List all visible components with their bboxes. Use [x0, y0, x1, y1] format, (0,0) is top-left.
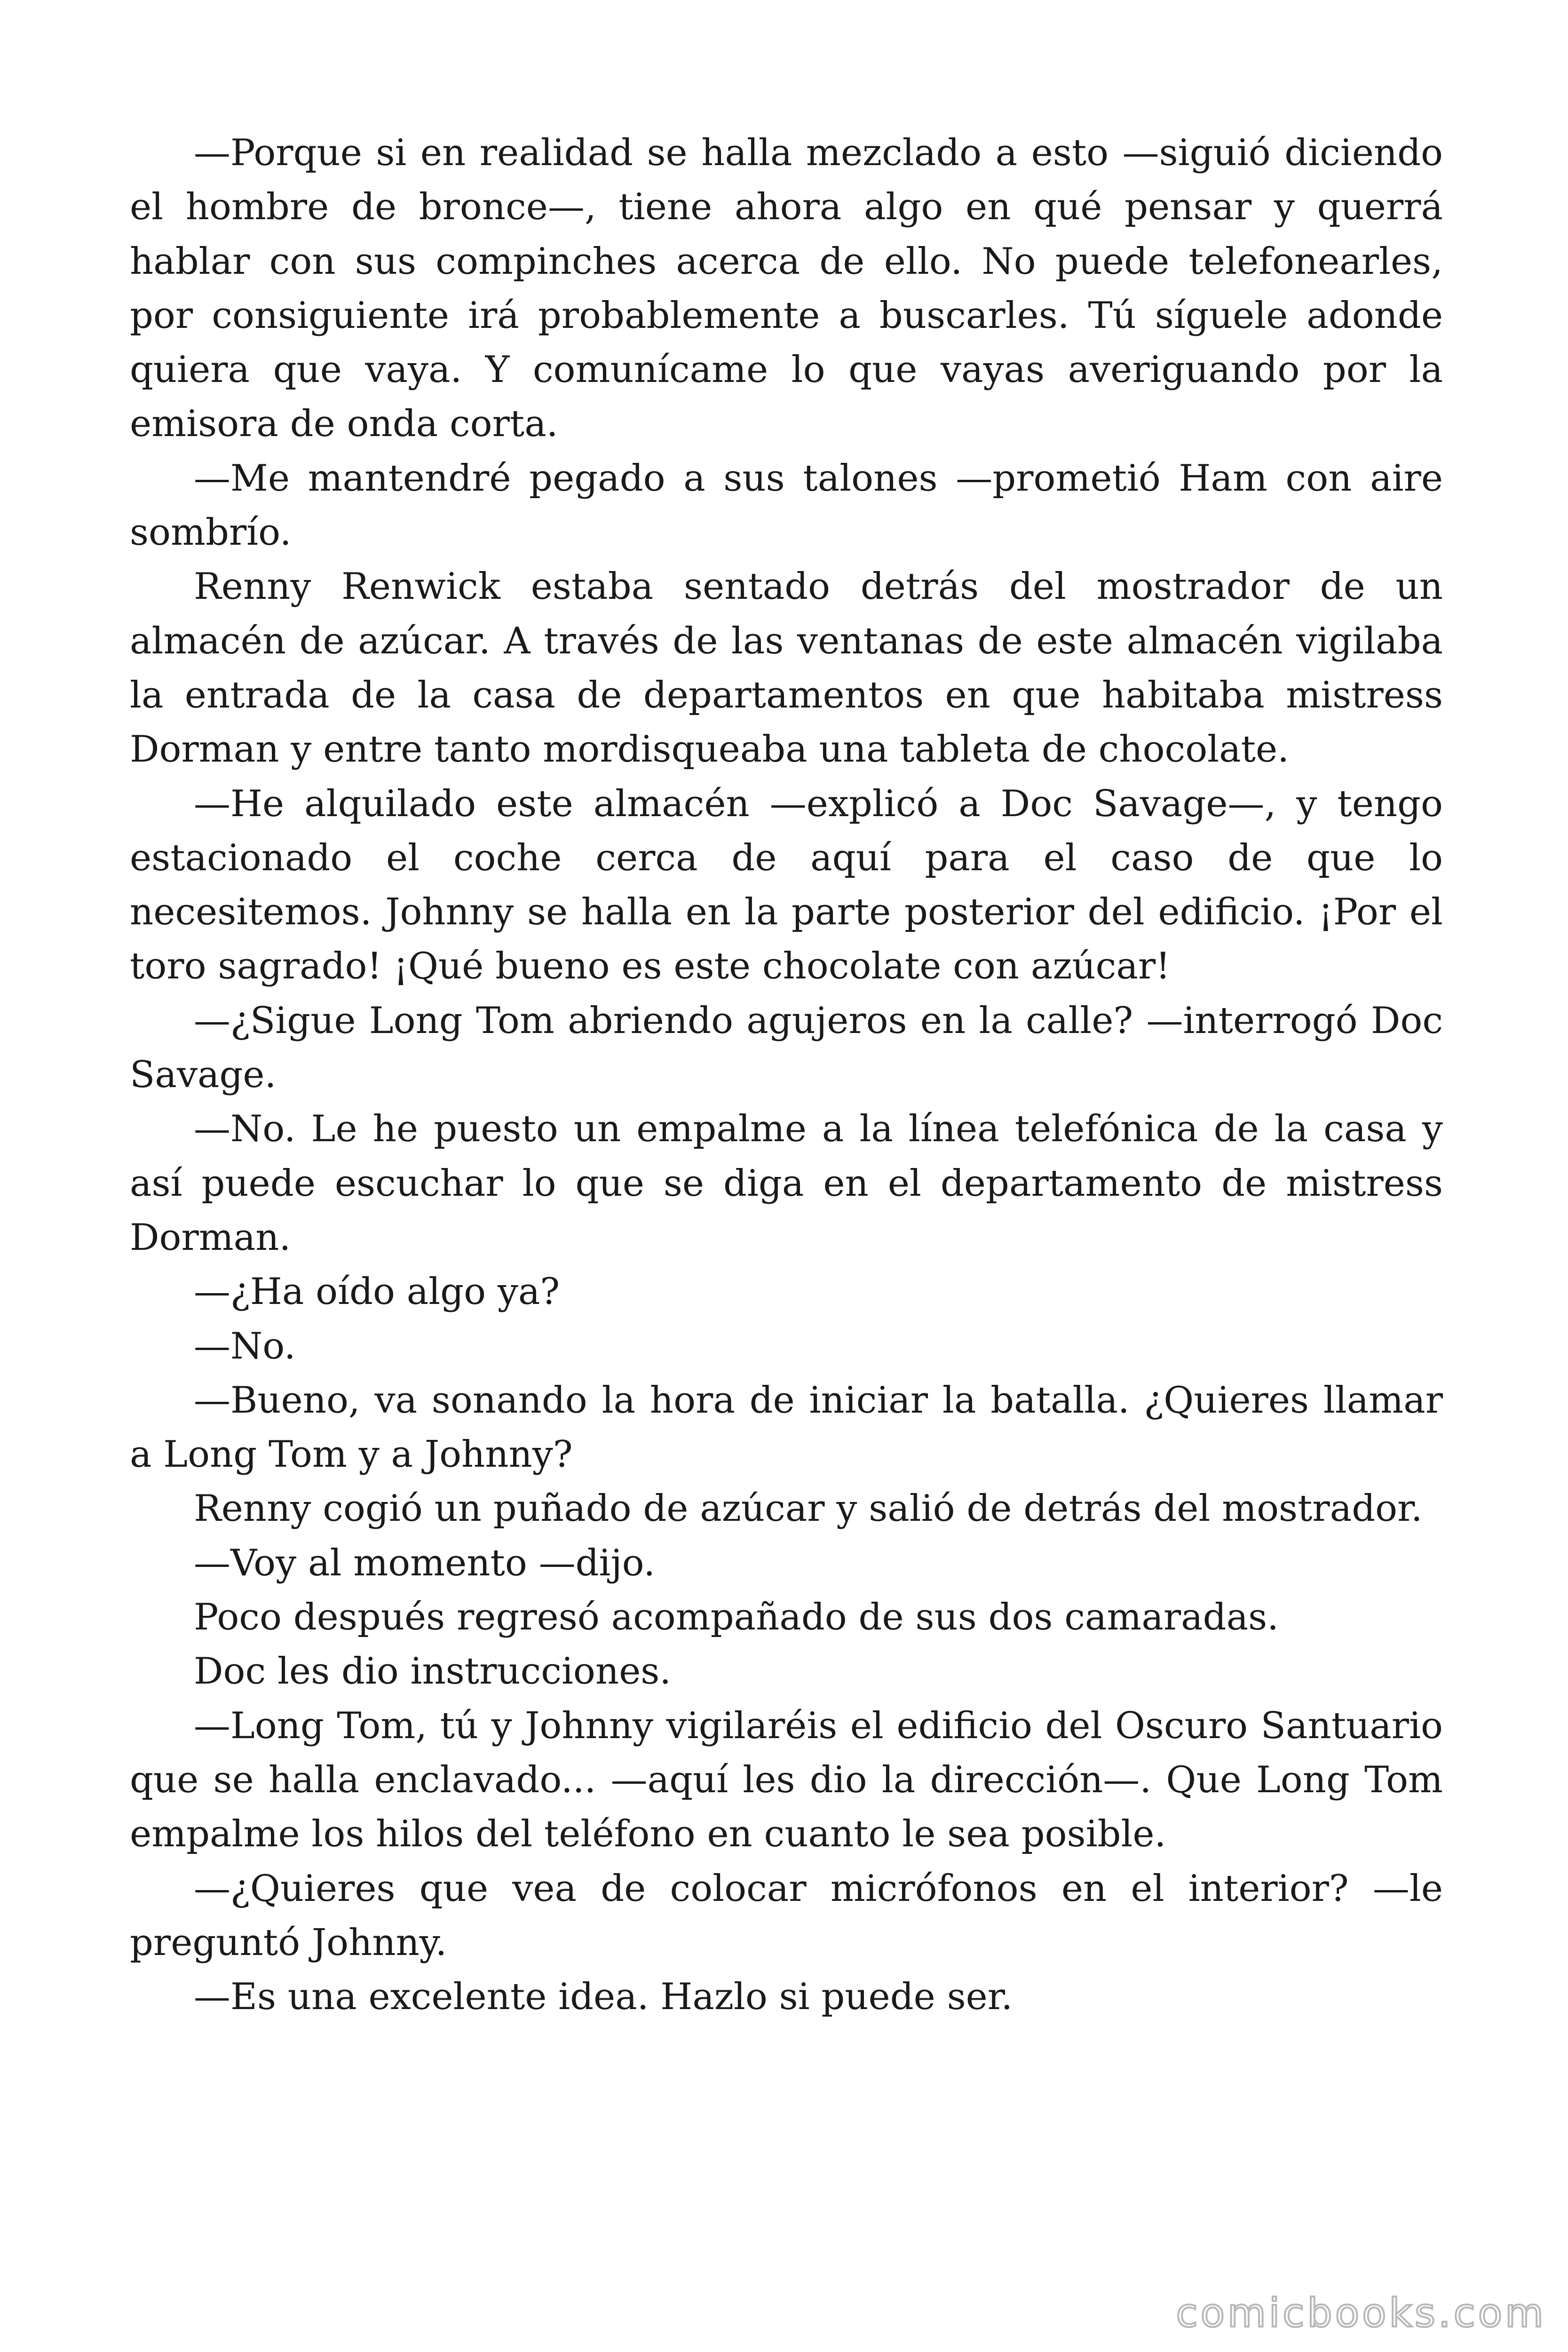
paragraph-11: —Voy al momento —dijo.: [194, 1542, 656, 1584]
watermark: comicbooks.com: [1176, 2290, 1546, 2336]
paragraph-3: Renny Renwick estaba sentado detrás del mostrador de un almacén de azúcar. A través de las ventanas de este almacén vigilaba la entrada de la casa de departamentos en que habitaba mistress Dorman y entre tanto mordisqueaba una tableta de chocolate.: [130, 565, 1443, 771]
paragraph-8: —No.: [194, 1325, 296, 1367]
paragraph-5: —¿Sigue Long Tom abriendo agujeros en la calle? —interrogó Doc Savage.: [130, 999, 1443, 1097]
paragraph-13: Doc les dio instrucciones.: [194, 1650, 672, 1693]
paragraph-6: —No. Le he puesto un empalme a la línea telefónica de la casa y así puede escuchar lo que se diga en el departamento de mistress Dorman.: [130, 1108, 1443, 1259]
paragraph-1: —Porque si en realidad se halla mezclado a esto —siguió diciendo el hombre de bronce—, tiene ahora algo en qué pensar y querrá hablar con sus compinches acerca de ello. No puede telefonearles, por consiguiente irá probablemente a buscarles. Tú síguele adonde quiera que vaya. Y comunícame lo que vayas averiguando por la emisora de onda corta.: [130, 132, 1443, 445]
paragraph-15: —¿Quieres que vea de colocar micrófonos en el interior? —le preguntó Johnny.: [130, 1867, 1443, 1964]
paragraph-14: —Long Tom, tú y Johnny vigilaréis el edificio del Oscuro Santuario que se halla enclavado... —aquí les dio la dirección—. Que Long Tom empalme los hilos del teléfono en cuanto le sea posible.: [130, 1704, 1443, 1856]
paragraph-16: —Es una excelente idea. Hazlo si puede ser.: [194, 1976, 1013, 2018]
paragraph-2: —Me mantendré pegado a sus talones —prometió Ham con aire sombrío.: [130, 457, 1443, 554]
paragraph-7: —¿Ha oído algo ya?: [194, 1271, 560, 1313]
page-text: [130, 126, 1443, 2024]
paragraph-12: Poco después regresó acompañado de sus dos camaradas.: [194, 1596, 1279, 1639]
paragraph-9: —Bueno, va sonando la hora de iniciar la batalla. ¿Quieres llamar a Long Tom y a Johnny?: [130, 1379, 1443, 1476]
paragraph-10: Renny cogió un puñado de azúcar y salió de detrás del mostrador.: [194, 1487, 1423, 1530]
paragraph-4: —He alquilado este almacén —explicó a Doc Savage—, y tengo estacionado el coche cerca de aquí para el caso de que lo necesitemos. Johnny se halla en la parte posterior del edificio. ¡Por el toro sagrado! ¡Qué bueno es este chocolate con azúcar!: [130, 782, 1443, 988]
